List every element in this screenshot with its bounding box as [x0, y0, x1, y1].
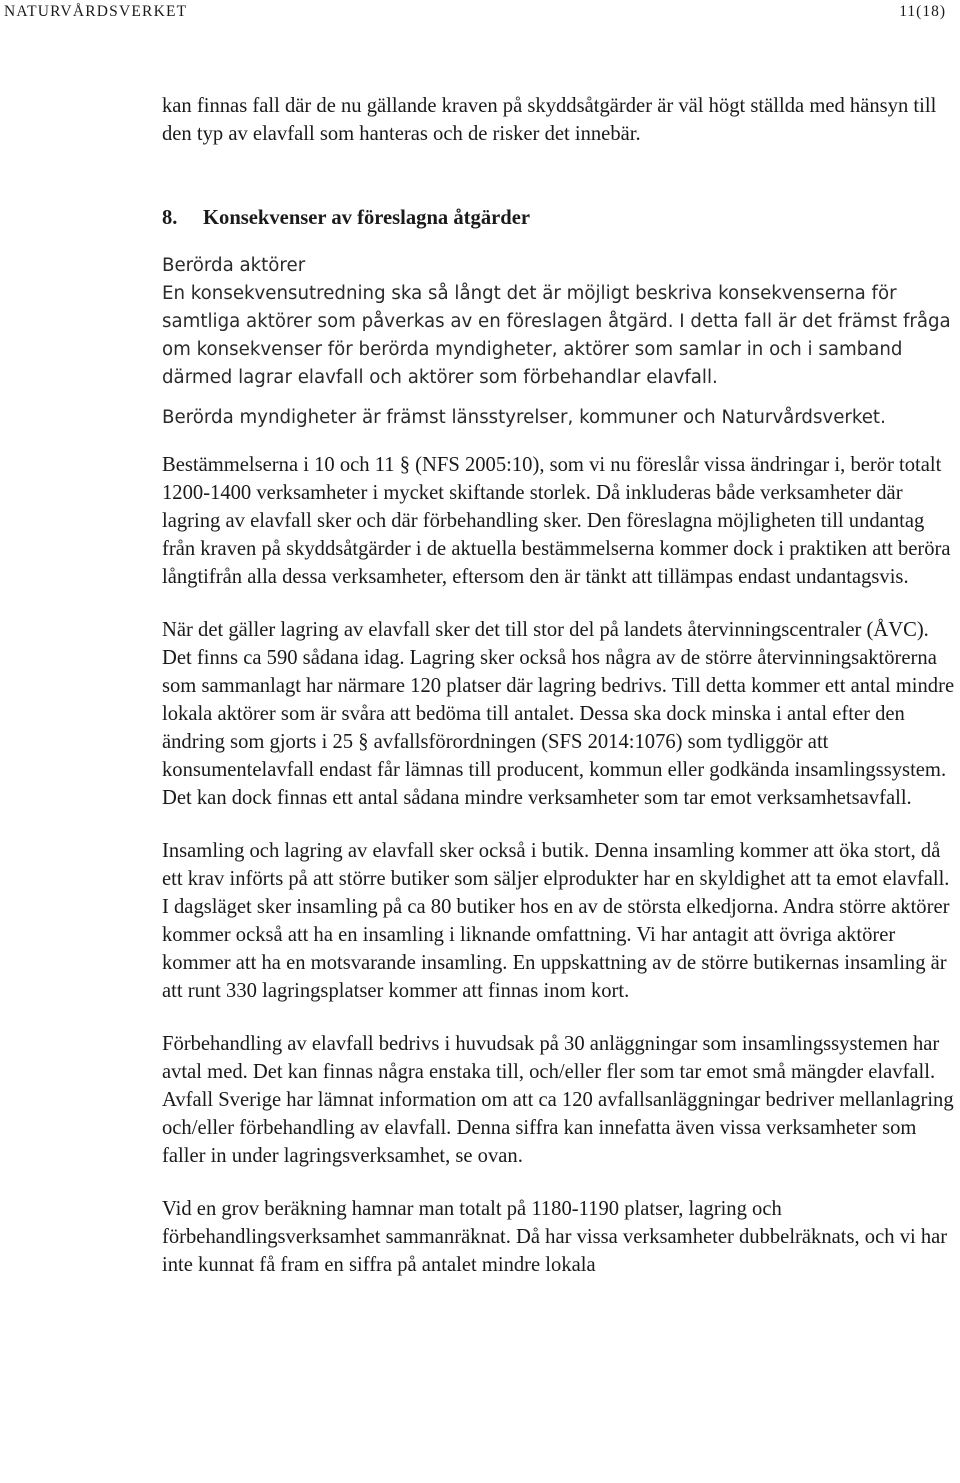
paragraph-insamling-butik: Insamling och lagring av elavfall sker också i butik. Denna insamling kommer att öka stort, då ett krav införts på att större butiker som säljer elprodukter har en skyldighet att ta emot elavfall. I dagsläget sker insamling på ca 80 butiker hos en av de största elkedjorna. Andra större aktörer kommer också att ha en insamling i liknande omfattning. Vi har antagit att övriga aktörer kommer att ha en motsvarande insamling. En uppskattning av de större butikernas insamling är att runt 330 lagringsplatser kommer att finnas inom kort. [162, 840, 950, 1002]
paragraph-bestammelserna: Bestämmelserna i 10 och 11 § (NFS 2005:10), som vi nu föreslår vissa ändringar i, berör totalt 1200-1400 verksamheter i mycket skiftande storlek. Då inkluderas både verksamheter där lagring av elavfall sker och där förbehandling sker. Den föreslagna möjligheten till undantag från kraven på skyddsåtgärder i de aktuella bestämmelserna kommer dock i praktiken att beröra långtifrån alla dessa verksamheter, eftersom den är tänkt att tillämpas endast undantagsvis. [162, 454, 951, 588]
paragraph-lagring: När det gäller lagring av elavfall sker det till stor del på landets återvinningscentraler (ÅVC). Det finns ca 590 sådana idag. Lagring sker också hos några av de större återvinningsaktörerna som sammanlagt har närmare 120 platser där lagring bedrivs. Till detta kommer ett antal mindre lokala aktörer som är svåra att bedöma till antalet. Dessa ska dock minska i antal efter den ändring som gjorts i 25 § avfallsförordningen (SFS 2014:1076) som tydliggör att konsumentelavfall endast får lämnas till producent, kommun eller godkända insamlingssystem. Det kan dock finnas ett antal sådana mindre verksamheter som tar emot verksamhetsavfall. [162, 619, 955, 809]
section-number: 8. [162, 207, 178, 229]
section-heading [162, 204, 958, 232]
document-body [162, 92, 958, 1279]
paragraph-konsekvensutredning: En konsekvensutredning ska så långt det är möjligt beskriva konsekvenserna för samtliga aktörer som påverkas av en föreslagen åtgärd. I detta fall är det främst fråga om konsekvenser för berörda myndigheter, aktörer som samlar in och i samband därmed lagrar elavfall och aktörer som förbehandlar elavfall. [162, 283, 951, 388]
paragraph-forbehandling: Förbehandling av elavfall bedrivs i huvudsak på 30 anläggningar som insamlingssystemen har avtal med. Det kan finnas några enstaka till, och/eller fler som tar emot små mängder elavfall. Avfall Sverige har lämnat information om att ca 120 avfallsanläggningar bedriver mellanlagring och/eller förbehandling av elavfall. Denna siffra kan innefatta även vissa verksamheter som faller in under lagringsverksamhet, se ovan. [162, 1033, 954, 1167]
page-header [4, 3, 946, 25]
sans-block [162, 252, 958, 432]
intro-paragraph: kan finnas fall där de nu gällande kraven på skyddsåtgärder är väl högt ställda med hänsyn till den typ av elavfall som hanteras och de risker det innebär. [162, 95, 937, 145]
section-title: Konsekvenser av föreslagna åtgärder [203, 207, 530, 229]
subheading-berorda-aktorer: Berörda aktörer [162, 255, 306, 276]
paragraph-myndigheter: Berörda myndigheter är främst länsstyrelser, kommuner och Naturvårdsverket. [162, 407, 886, 428]
page-number: 11(18) [899, 3, 946, 20]
paragraph-berakning: Vid en grov beräkning hamnar man totalt på 1180-1190 platser, lagring och förbehandlingsverksamhet sammanräknat. Då har vissa verksamheter dubbelräknats, och vi har inte kunnat få fram en siffra på antalet mindre lokala [162, 1198, 948, 1276]
organization-name: NATURVÅRDSVERKET [4, 3, 188, 20]
